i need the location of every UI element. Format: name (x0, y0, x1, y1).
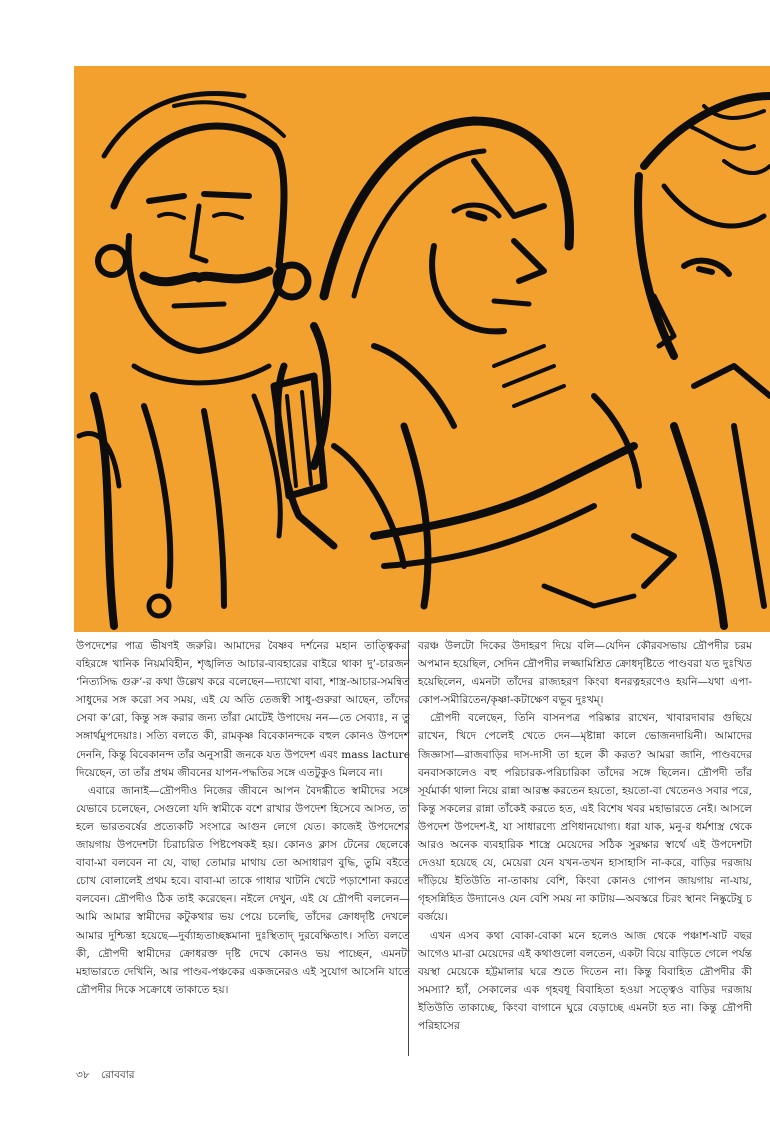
illustration (74, 66, 770, 632)
article-column-left (76, 637, 410, 1059)
page-footer (76, 1068, 143, 1085)
article-column-right (418, 637, 752, 1059)
page-number: ৩৮ (76, 1069, 90, 1081)
paragraph: এখন এসব কথা বোকা-বোকা মনে হলেও আজ থেকে পঞ্চাশ-ষাট বছর আগেও মা-রা মেয়েদের এই কথাগুলো বলতেন, একটা বিয়ে বাড়িতে গেলে পর্যন্ত বয়স্থা মেয়েকে হট্টমালার ঘরে শুতে দিতেন না। কিন্তু বিবাহিত দ্রৌপদীর কী সমস্যা? হ্যাঁ, সেকালের এক গৃহবধূ বিবাহিতা হওয়া সত্ত্বেও বাড়ির দরজায় ইতিউতি তাকাচ্ছে, কিংবা বাগানে ঘুরে বেড়াচ্ছে এমনটা হত না। কিন্তু দ্রৌপদী পরিহাসের (418, 929, 752, 1032)
paragraph: দ্রৌপদী বলেছেন, তিনি বাসনপত্র পরিষ্কার রাখেন, খাবারদাবার গুছিয়ে রাখেন, খিদে পেলেই খেতে দেন—মৃষ্টান্না কালে ভোজনদায়িনী। আমাদের জিজ্ঞাসা—রাজবাড়ির দাস-দাসী তা হলে কী করত? আমরা জানি, পাণ্ডবদের বনবাসকালেও বহু পরিচারক-পরিচারিকা তাঁদের সঙ্গে ছিলেন। দ্রৌপদী তাঁর সূর্যমার্কা থালা নিয়ে রান্না আরম্ভ করতেন হয়তো, হয়তো-বা খেতেনও সবার পরে, কিন্তু সকলের রান্না তাঁকেই করতে হত, এই বিশেষ খবর মহাভারতে নেই। আসলে উপদেশ উপদেশ-ই, যা সাধারণ্যে প্রণিধানযোগ্য। ধরা যাক, মনু-র ধর্মশাস্ত্র থেকে আরও অনেক ব্যবহারিক শাস্ত্রে মেয়েদের সঠিক সুরক্ষার স্বার্থে এই উপদেশটা দেওয়া হয়েছে যে, মেয়েরা যেন যখন-তখন হাসাহাসি না-করে, বাড়ির দরজায় দাঁড়িয়ে ইতিউতি না-তাকায় বেশি, কিংবা কোনও গোপন জায়গায় না-যায়, গৃহসন্নিহিত উদ্যানেও যেন বেশি সময় না কাটায়—অবস্করে চিরং স্থানং নিষ্কুটেষু চ বর্জয়ে। (418, 712, 752, 924)
paragraph: এবারে জানাই—দ্রৌপদীও নিজের জীবনে আপন বৈদগ্ধীতে স্বামীদের সঙ্গে যেভাবে চলেছেন, সেগুলো যদি স্বামীকে বশে রাখার উপদেশ হিসেবে আসত, তা হলে ভারতবর্ষের প্রত্যেকটি সংসারে আগুন লেগে যেত। কাজেই উপদেশের জায়গায় উপদেশটা চিরাচরিত পিষ্টপেষকই হয়। কোনও ক্লাস টেনের ছেলেকে বাবা-মা বলবেন না যে, বাছা তোমার মাথায় তো অসাধারণ বুদ্ধি, তুমি বইতে চোখ বোলালেই প্রথম হবে। বাবা-মা তাকে গাধার খাটনি খেটে পড়াশোনা করতে বলবেন। দ্রৌপদীও ঠিক তাই করেছেন। নইলে দেখুন, এই যে দ্রৌপদী বললেন—আমি আমার স্বামীদের কটুকথার ভয় পেয়ে চলেছি, তাঁদের ক্রোধদৃষ্টি দেখলে আমার দুশ্চিন্তা হয়েছে—দুর্ব্যাহৃতাচ্ছঙ্কমানা দুঃস্থিতাদ্ দুরবেক্ষিতাৎ। সত্যি বলতে কী, দ্রৌপদী স্বামীদের ক্রোধরক্ত দৃষ্টি দেখে কোনও ভয় পাচ্ছেন, এমনটা মহাভারতে দেখিনি, আর পাণ্ডব-পঞ্চকের একজনেরও এই সুযোগ আসেনি যাতে দ্রৌপদীর দিকে সক্রোধে তাকাতে হয়। (76, 784, 410, 996)
paragraph: বরঞ্চ উলটো দিকের উদাহরণ দিয়ে বলি—যেদিন কৌরবসভায় দ্রৌপদীর চরম অপমান হয়েছিল, সেদিন দ্রৌপদীর লজ্জামিশ্রিত ক্রোধদৃষ্টিতে পাণ্ডবরা যত দুঃখিত হয়েছিলেন, এমনটা তাঁদের রাজ্যহরণ কিংবা ধনরত্নহরণেও হয়নি—যথা এপা-কোপ-সমীরিতেন/কৃষ্ণা-কটাক্ষেণ বভূব দুঃখম্। (418, 640, 752, 707)
paragraph: উপদেশের পাত্র ভীষণই জরুরি। আমাদের বৈষ্ণব দর্শনের মহান তাত্ত্বিকরা বহিরঙ্গে খানিক নিয়মবিহীন, শৃঙ্খলিত আচার-ব্যবহারের বাইরে থাকা দু’-চারজন ‘নিত্যসিদ্ধ গুরু’-র কথা উল্লেখ করে বলেছেন—দ্যাখো বাবা, শাস্ত্র-আচার-সমন্বিত সাধুদের সঙ্গ করো সব সময়, এই যে অতি তেজস্বী সাধু-গুরুরা আছেন, তাঁদের সেবা ক’রো, কিন্তু সঙ্গ করার জন্য তাঁরা মোটেই উপাদেয় নন—তে সেব্যাঃ, ন তু সঙ্গার্থমুপদেয়াঃ। সত্যি বলতে কী, রামকৃষ্ণ বিবেকানন্দকে বহুল কোনও উপদেশ দেননি, কিন্তু বিবেকানন্দ তাঁর অনুসারী জনকে যত উপদেশ এবং mass lacture দিয়েছেন, তা তাঁর প্রথম জীবনের যাপন-পদ্ধতির সঙ্গে এতটুকুও মিলবে না। (76, 640, 410, 779)
magazine-name: রোববার (100, 1069, 135, 1081)
ink-figures-illustration-icon (74, 66, 770, 632)
column-divider (408, 640, 409, 1056)
